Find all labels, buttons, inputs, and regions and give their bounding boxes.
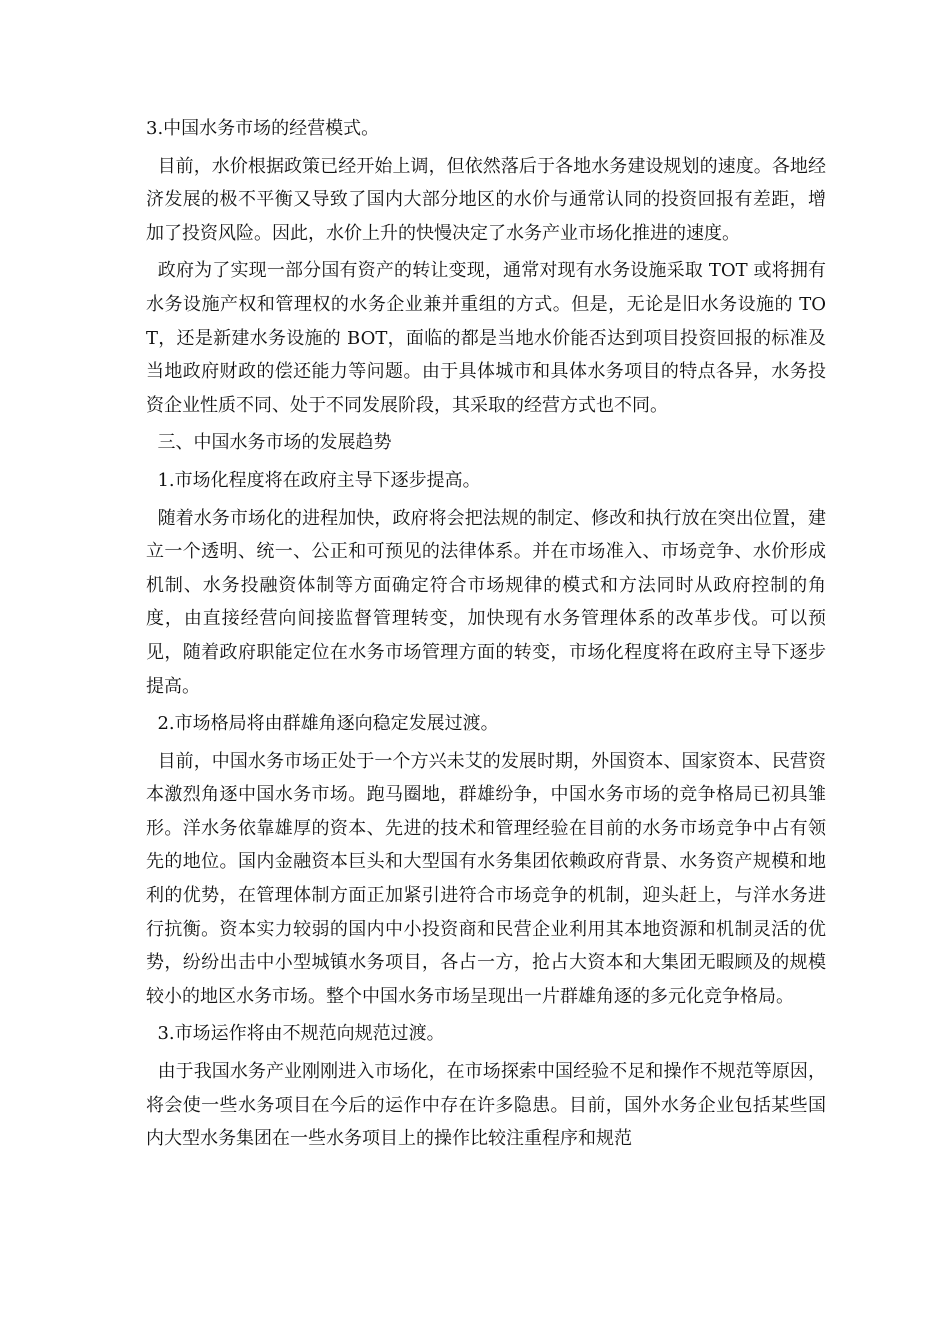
paragraph-subheading-business-model: 3.中国水务市场的经营模式。	[146, 118, 380, 139]
paragraph-market-pattern: 目前，中国水务市场正处于一个方兴未艾的发展时期，外国资本、国家资本、民营资本激烈角逐中国水务市场。跑马圈地，群雄纷争，中国水务市场的竞争格局已初具雏形。洋水务依靠雄厚的资本、先进的技术和管理经验在目前的水务市场竞争中占有领先的地位。国内金融资本巨头和大型国有水务集团依赖政府背景、水务资产规模和地利的优势，在管理体制方面正加紧引进符合市场竞争的机制，迎头赶上，与洋水务进行抗衡。资本实力较弱的国内中小投资商和民营企业利用其本地资源和机制灵活的优势，纷纷出击中小型城镇水务项目，各占一方，抢占大资本和大集团无暇顾及的规模较小的地区水务市场。整个中国水务市场呈现出一片群雄角逐的多元化竞争格局。	[146, 750, 826, 1007]
paragraph-tot-bot: 政府为了实现一部分国有资产的转让变现，通常对现有水务设施采取 TOT 或将拥有水务设施产权和管理权的水务企业兼并重组的方式。但是，无论是旧水务设施的 TOT，还是新建水务设施的 BOT，面临的都是当地水价能否达到项目投资回报的标准及当地政府财政的偿还能力等问题。由于具体城市和具体水务项目的特点各异，水务投资企业性质不同、处于不同发展阶段，其采取的经营方式也不同。	[146, 260, 826, 416]
paragraph-subheading-marketization: 1.市场化程度将在政府主导下逐步提高。	[146, 469, 481, 491]
document-body	[146, 112, 826, 1156]
paragraph-subheading-market-operation: 3.市场运作将由不规范向规范过渡。	[146, 1023, 445, 1045]
section-heading-development-trends: 三、中国水务市场的发展趋势	[146, 432, 392, 454]
paragraph-marketization: 随着水务市场化的进程加快，政府将会把法规的制定、修改和执行放在突出位置，建立一个透明、统一、公正和可预见的法律体系。并在市场准入、市场竞争、水价形成机制、水务投融资体制等方面确定符合市场规律的模式和方法同时从政府控制的角度，由直接经营向间接监督管理转变，加快现有水务管理体系的改革步伐。可以预见，随着政府职能定位在水务市场管理方面的转变，市场化程度将在政府主导下逐步提高。	[146, 507, 826, 697]
paragraph-water-price: 目前，水价根据政策已经开始上调，但依然落后于各地水务建设规划的速度。各地经济发展的极不平衡又导致了国内大部分地区的水价与通常认同的投资回报有差距，增加了投资风险。因此，水价上升的快慢决定了水务产业市场化推进的速度。	[146, 155, 826, 244]
paragraph-subheading-market-pattern: 2.市场格局将由群雄角逐向稳定发展过渡。	[146, 713, 499, 735]
paragraph-market-operation: 由于我国水务产业刚刚进入市场化，在市场探索中国经验不足和操作不规范等原因，将会使一些水务项目在今后的运作中存在许多隐患。目前，国外水务企业包括某些国内大型水务集团在一些水务项目上的操作比较注重程序和规范	[146, 1061, 826, 1150]
